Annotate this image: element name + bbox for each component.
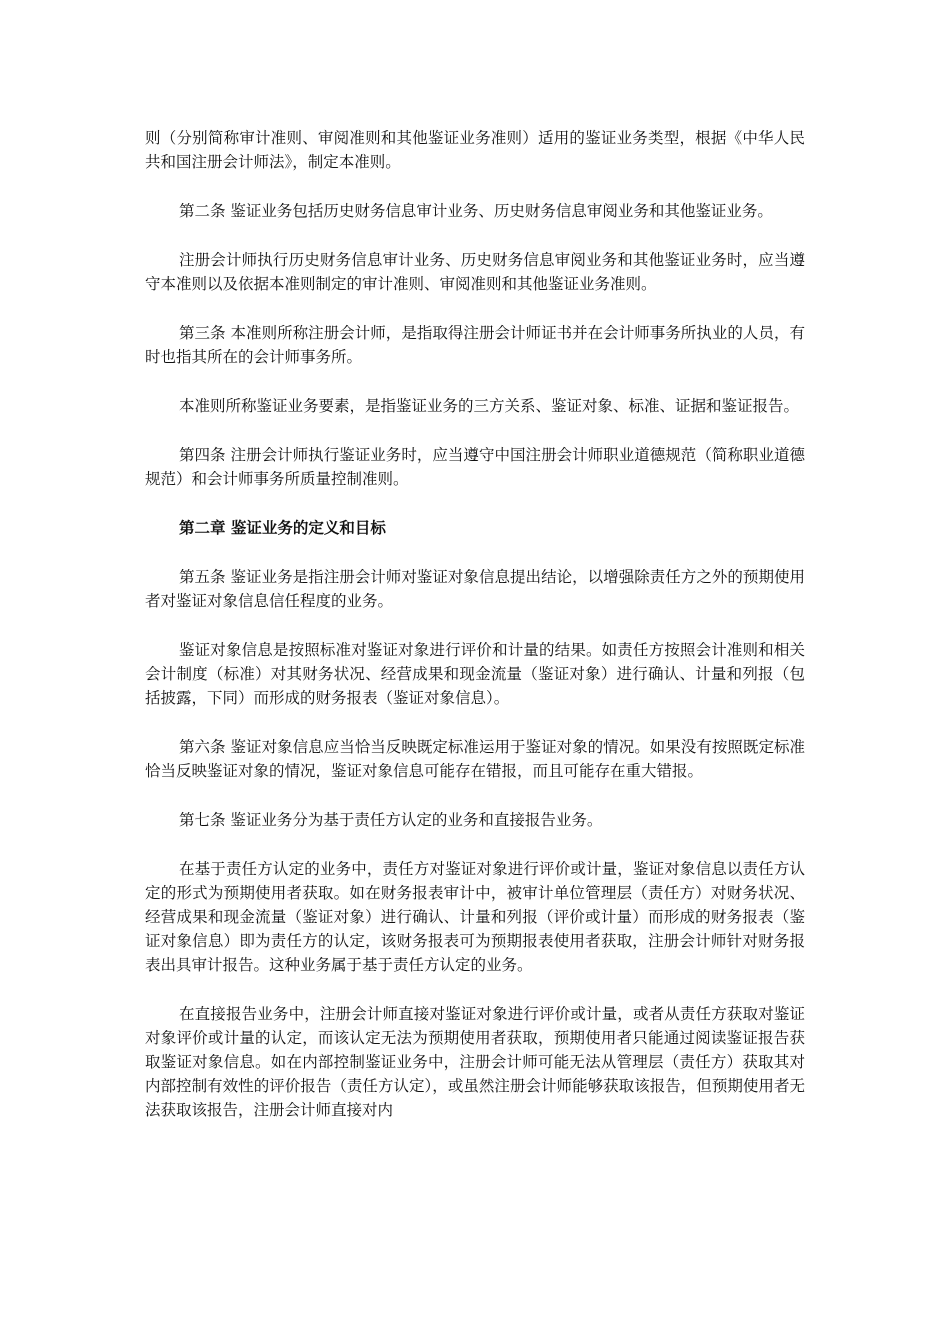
paragraph: 则（分别简称审计准则、审阅准则和其他鉴证业务准则）适用的鉴证业务类型，根据《中华人民共和国注册会计师法》，制定本准则。	[145, 129, 805, 171]
paragraph: 在直接报告业务中，注册会计师直接对鉴证对象进行评价或计量，或者从责任方获取对鉴证对象评价或计量的认定，而该认定无法为预期使用者获取，预期使用者只能通过阅读鉴证报告获取鉴证对象信息。如在内部控制鉴证业务中，注册会计师可能无法从管理层（责任方）获取其对内部控制有效性的评价报告（责任方认定），或虽然注册会计师能够获取该报告，但预期使用者无法获取该报告，注册会计师直接对内	[145, 1005, 805, 1119]
paragraph-article-6: 第六条 鉴证对象信息应当恰当反映既定标准运用于鉴证对象的情况。如果没有按照既定标准恰当反映鉴证对象的情况，鉴证对象信息可能存在错报，而且可能存在重大错报。	[145, 738, 805, 780]
paragraph: 注册会计师执行历史财务信息审计业务、历史财务信息审阅业务和其他鉴证业务时，应当遵守本准则以及依据本准则制定的审计准则、审阅准则和其他鉴证业务准则。	[145, 251, 805, 293]
paragraph-article-5: 第五条 鉴证业务是指注册会计师对鉴证对象信息提出结论，以增强除责任方之外的预期使用者对鉴证对象信息信任程度的业务。	[145, 568, 805, 610]
paragraph: 本准则所称鉴证业务要素，是指鉴证业务的三方关系、鉴证对象、标准、证据和鉴证报告。	[179, 397, 800, 415]
paragraph-article-3: 第三条 本准则所称注册会计师，是指取得注册会计师证书并在会计师事务所执业的人员，有时也指其所在的会计师事务所。	[145, 324, 805, 366]
paragraph-article-4: 第四条 注册会计师执行鉴证业务时，应当遵守中国注册会计师职业道德规范（简称职业道德规范）和会计师事务所质量控制准则。	[145, 446, 805, 488]
chapter-heading: 第二章 鉴证业务的定义和目标	[179, 519, 386, 537]
paragraph: 鉴证对象信息是按照标准对鉴证对象进行评价和计量的结果。如责任方按照会计准则和相关会计制度（标准）对其财务状况、经营成果和现金流量（鉴证对象）进行确认、计量和列报（包括披露，下同）而形成的财务报表（鉴证对象信息）。	[145, 641, 805, 707]
paragraph-article-7: 第七条 鉴证业务分为基于责任方认定的业务和直接报告业务。	[179, 811, 603, 829]
document-body	[145, 126, 805, 1147]
paragraph-article-2: 第二条 鉴证业务包括历史财务信息审计业务、历史财务信息审阅业务和其他鉴证业务。	[179, 202, 773, 220]
paragraph: 在基于责任方认定的业务中，责任方对鉴证对象进行评价或计量，鉴证对象信息以责任方认定的形式为预期使用者获取。如在财务报表审计中，被审计单位管理层（责任方）对财务状况、经营成果和现金流量（鉴证对象）进行确认、计量和列报（评价或计量）而形成的财务报表（鉴证对象信息）即为责任方的认定，该财务报表可为预期报表使用者获取，注册会计师针对财务报表出具审计报告。这种业务属于基于责任方认定的业务。	[145, 860, 805, 974]
